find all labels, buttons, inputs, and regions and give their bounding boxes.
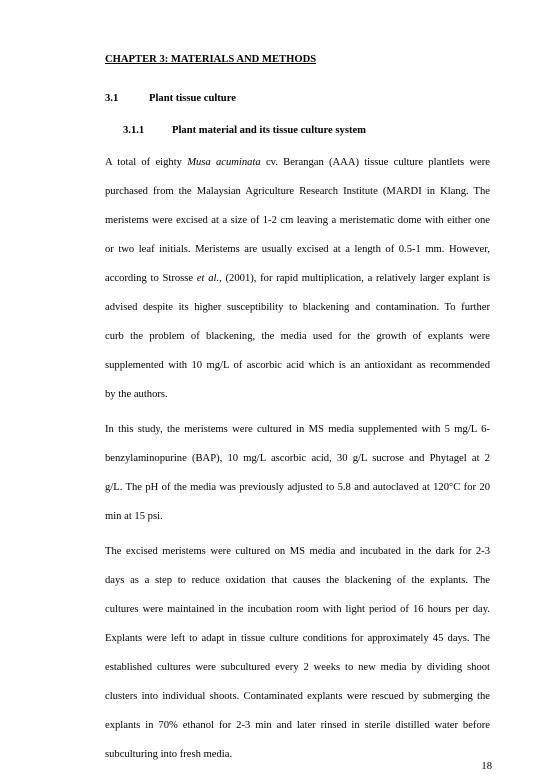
para1-line5-post: (2001), for rapid multiplication, a relatively larger explant is [221,273,491,284]
section-title: Plant tissue culture [149,93,236,104]
para1-line-6: advised despite its higher susceptibility to blackening and contamination. To further [105,302,490,313]
para1-line-5 [105,273,490,285]
para1-line5-pre: according to Strosse [105,273,197,284]
para1-line-9: by the authors. [105,389,168,400]
chapter-heading: CHAPTER 3: MATERIALS AND METHODS [105,54,317,65]
subsection-title: Plant material and its tissue culture system [172,125,367,136]
para2-line-3: g/L. The pH of the media was previously adjusted to 5.8 and autoclaved at 120°C for 20 [105,482,490,493]
para3-line-2: days as a step to reduce oxidation that causes the blackening of the explants. The [105,575,490,586]
subsection-number: 3.1.1 [123,125,145,136]
para3-line-4: Explants were left to adapt in tissue culture conditions for approximately 45 days. The [105,633,490,644]
para2-line-2: benzylaminopurine (BAP), 10 mg/L ascorbic acid, 30 g/L sucrose and Phytagel at 2 [105,453,490,464]
para1-line1-pre: A total of eighty [105,157,188,168]
para2-line-4: min at 15 psi. [105,511,163,522]
page-number: 18 [481,761,492,772]
para2-line-1: In this study, the meristems were cultured in MS media supplemented with 5 mg/L 6- [105,424,490,435]
para1-line-2: purchased from the Malaysian Agriculture Research Institute (MARDI in Klang. The [105,186,490,197]
citation-et-al: et al., [196,273,222,284]
para1-line-1 [105,157,490,169]
para1-line-8: supplemented with 10 mg/L of ascorbic acid which is an antioxidant as recommended [105,360,490,371]
para1-line-3: meristems were excised at a size of 1-2 cm leaving a meristematic dome with either one [105,215,490,226]
section-number: 3.1 [105,93,119,104]
para3-line-1: The excised meristems were cultured on MS media and incubated in the dark for 2-3 [105,546,490,557]
para1-line-4: or two leaf initials. Meristems are usually excised at a length of 0.5-1 mm. However, [105,244,490,255]
para3-line-6: clusters into individual shoots. Contaminated explants were rescued by submerging the [105,691,490,702]
para1-line1-post: cv. Berangan (AAA) tissue culture plantlets were [260,157,490,168]
para1-line-7: curb the problem of blackening, the media used for the growth of explants were [105,331,490,342]
section-heading [105,93,490,105]
para3-line-5: established cultures were subcultured every 2 weeks to new media by dividing shoot [105,662,490,673]
species-name: Musa acuminata [187,157,261,168]
para3-line-3: cultures were maintained in the incubation room with light period of 16 hours per day. [105,604,490,615]
para3-line-7: explants in 70% ethanol for 2-3 min and later rinsed in sterile distilled water before [105,720,490,731]
para3-line-8: subculturing into fresh media. [105,749,233,760]
subsection-heading [123,125,508,137]
